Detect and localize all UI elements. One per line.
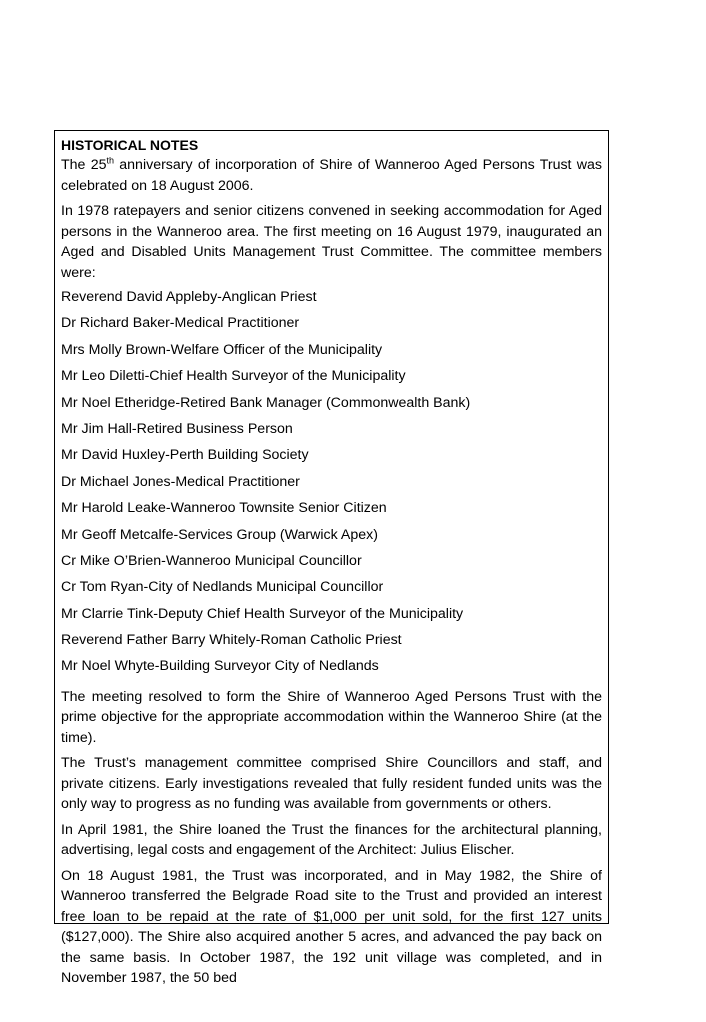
ordinal-suffix: th: [106, 155, 115, 166]
committee-member: Dr Michael Jones-Medical Practitioner: [61, 473, 300, 490]
paragraph-resolved: The meeting resolved to form the Shire of Wanneroo Aged Persons Trust with the prime objective for the appropriate accommodation within the Wanneroo Shire (at the time).: [61, 688, 602, 746]
committee-member: Mr Geoff Metcalfe-Services Group (Warwick Apex): [61, 526, 378, 543]
committee-members-list: [61, 287, 602, 683]
intro-paragraph: [61, 155, 602, 196]
committee-member: Mr Jim Hall-Retired Business Person: [61, 420, 293, 437]
paragraph-management: The Trust’s management committee comprised Shire Councillors and staff, and private citizens. Early investigations revealed that fully resident funded units was the only way to progress as no funding was available from governments or others.: [61, 755, 602, 813]
committee-member: Mr Clarrie Tink-Deputy Chief Health Surveyor of the Municipality: [61, 605, 464, 622]
paragraph-1981-loan: In April 1981, the Shire loaned the Trust the finances for the architectural planning, advertising, legal costs and engagement of the Architect: Julius Elischer.: [61, 821, 602, 859]
notes-heading: HISTORICAL NOTES: [61, 137, 199, 153]
committee-member: Mr Noel Etheridge-Retired Bank Manager (Commonwealth Bank): [61, 394, 471, 411]
committee-member: Cr Mike O’Brien-Wanneroo Municipal Councillor: [61, 552, 362, 569]
intro-text-end: anniversary of incorporation of Shire of Wanneroo Aged Persons Trust was celebrated on 18 August 2006.: [61, 157, 602, 194]
committee-member: Dr Richard Baker-Medical Practitioner: [61, 315, 300, 332]
paragraph-1978: In 1978 ratepayers and senior citizens convened in seeking accommodation for Aged persons in the Wanneroo area. The first meeting on 16 August 1979, inaugurated an Aged and Disabled Units Management Trust Committee. The committee members were:: [61, 203, 602, 281]
committee-member: Mr David Huxley-Perth Building Society: [61, 447, 309, 464]
committee-member: Mr Leo Diletti-Chief Health Surveyor of the Municipality: [61, 368, 406, 385]
intro-text-start: The 25: [61, 157, 107, 173]
committee-member: Cr Tom Ryan-City of Nedlands Municipal Councillor: [61, 579, 384, 596]
committee-member: Mr Harold Leake-Wanneroo Townsite Senior Citizen: [61, 500, 387, 517]
committee-member: Reverend David Appleby-Anglican Priest: [61, 289, 317, 305]
paragraph-1981-incorporated: On 18 August 1981, the Trust was incorporated, and in May 1982, the Shire of Wanneroo transferred the Belgrade Road site to the Trust and provided an interest free loan to be repaid at the rate of $1,000 per unit sold, for the first 127 units ($127,000). The Shire also acquired another 5 acres, and advanced the pay back on the same basis. In October 1987, the 192 unit village was completed, and in November 1987, the 50 bed: [61, 867, 602, 987]
committee-member: Mr Noel Whyte-Building Surveyor City of Nedlands: [61, 658, 379, 675]
committee-member: Mrs Molly Brown-Welfare Officer of the Municipality: [61, 341, 383, 358]
committee-member: Reverend Father Barry Whitely-Roman Catholic Priest: [61, 632, 402, 649]
historical-notes-box: [54, 130, 609, 987]
